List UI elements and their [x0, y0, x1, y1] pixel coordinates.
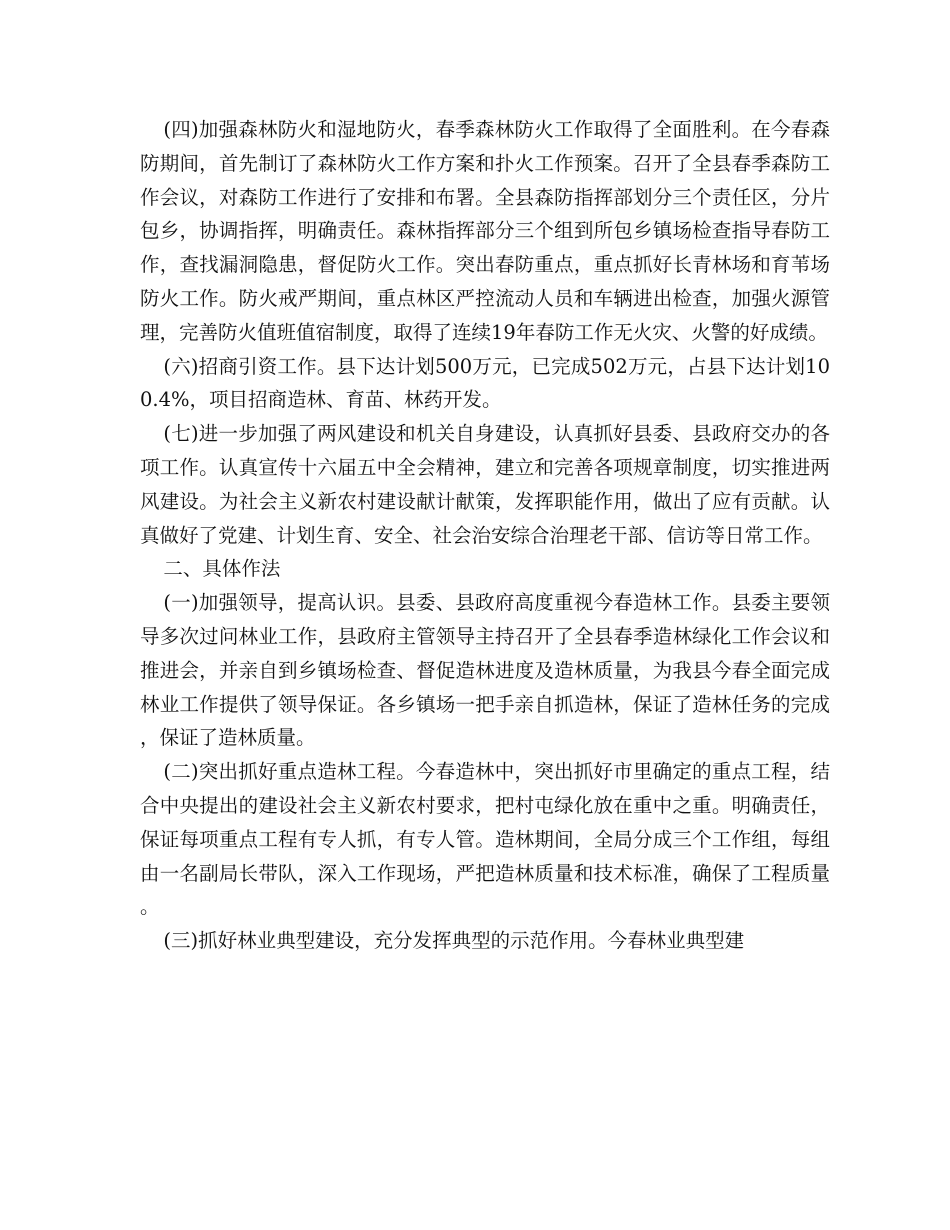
paragraph-key-afforestation-projects: (二)突出抓好重点造林工程。今春造林中，突出抓好市里确定的重点工程，结合中央提出的建设社会主义新农村要求，把村屯绿化放在重中之重。明确责任，保证每项重点工程有专人抓，有专人管。造林期间，全局分成三个工作组，每组由一名副局长带队，深入工作现场，严把造林质量和技术标准，确保了工程质量。 — [140, 760, 830, 919]
paragraph-strengthen-leadership: (一)加强领导，提高认识。县委、县政府高度重视今春造林工作。县委主要领导多次过问林业工作，县政府主管领导主持召开了全县春季造林绿化工作会议和推进会，并亲自到乡镇场检查、督促造林进度及造林质量，为我县今春全面完成林业工作提供了领导保证。各乡镇场一把手亲自抓造林，保证了造林任务的完成，保证了造林质量。 — [140, 591, 830, 750]
document-body — [140, 113, 830, 958]
paragraph-organization-building: (七)进一步加强了两风建设和机关自身建设，认真抓好县委、县政府交办的各项工作。认真宣传十六届五中全会精神，建立和完善各项规章制度，切实推进两风建设。为社会主义新农村建设献计献策，发挥职能作用，做出了应有贡献。认真做好了党建、计划生育、安全、社会治安综合治理老干部、信访等日常工作。 — [140, 422, 830, 547]
paragraph-investment-attraction: (六)招商引资工作。县下达计划500万元，已完成502万元，占县下达计划100.4%，项目招商造林、育苗、林药开发。 — [140, 354, 830, 412]
paragraph-typical-demonstration: (三)抓好林业典型建设，充分发挥典型的示范作用。今春林业典型建 — [163, 929, 745, 953]
paragraph-forest-fire-prevention: (四)加强森林防火和湿地防火，春季森林防火工作取得了全面胜利。在今春森防期间，首先制订了森林防火工作方案和扑火工作预案。召开了全县春季森防工作会议，对森防工作进行了安排和布署。全县森防指挥部划分三个责任区，分片包乡，协调指挥，明确责任。森林指挥部分三个组到所包乡镇场检查指导春防工作，查找漏洞隐患，督促防火工作。突出春防重点，重点抓好长青林场和育苇场防火工作。防火戒严期间，重点林区严控流动人员和车辆进出检查，加强火源管理，完善防火值班值宿制度，取得了连续19年春防工作无火灾、火警的好成绩。 — [140, 118, 830, 344]
section-heading-specific-practices: 二、具体作法 — [163, 557, 281, 581]
